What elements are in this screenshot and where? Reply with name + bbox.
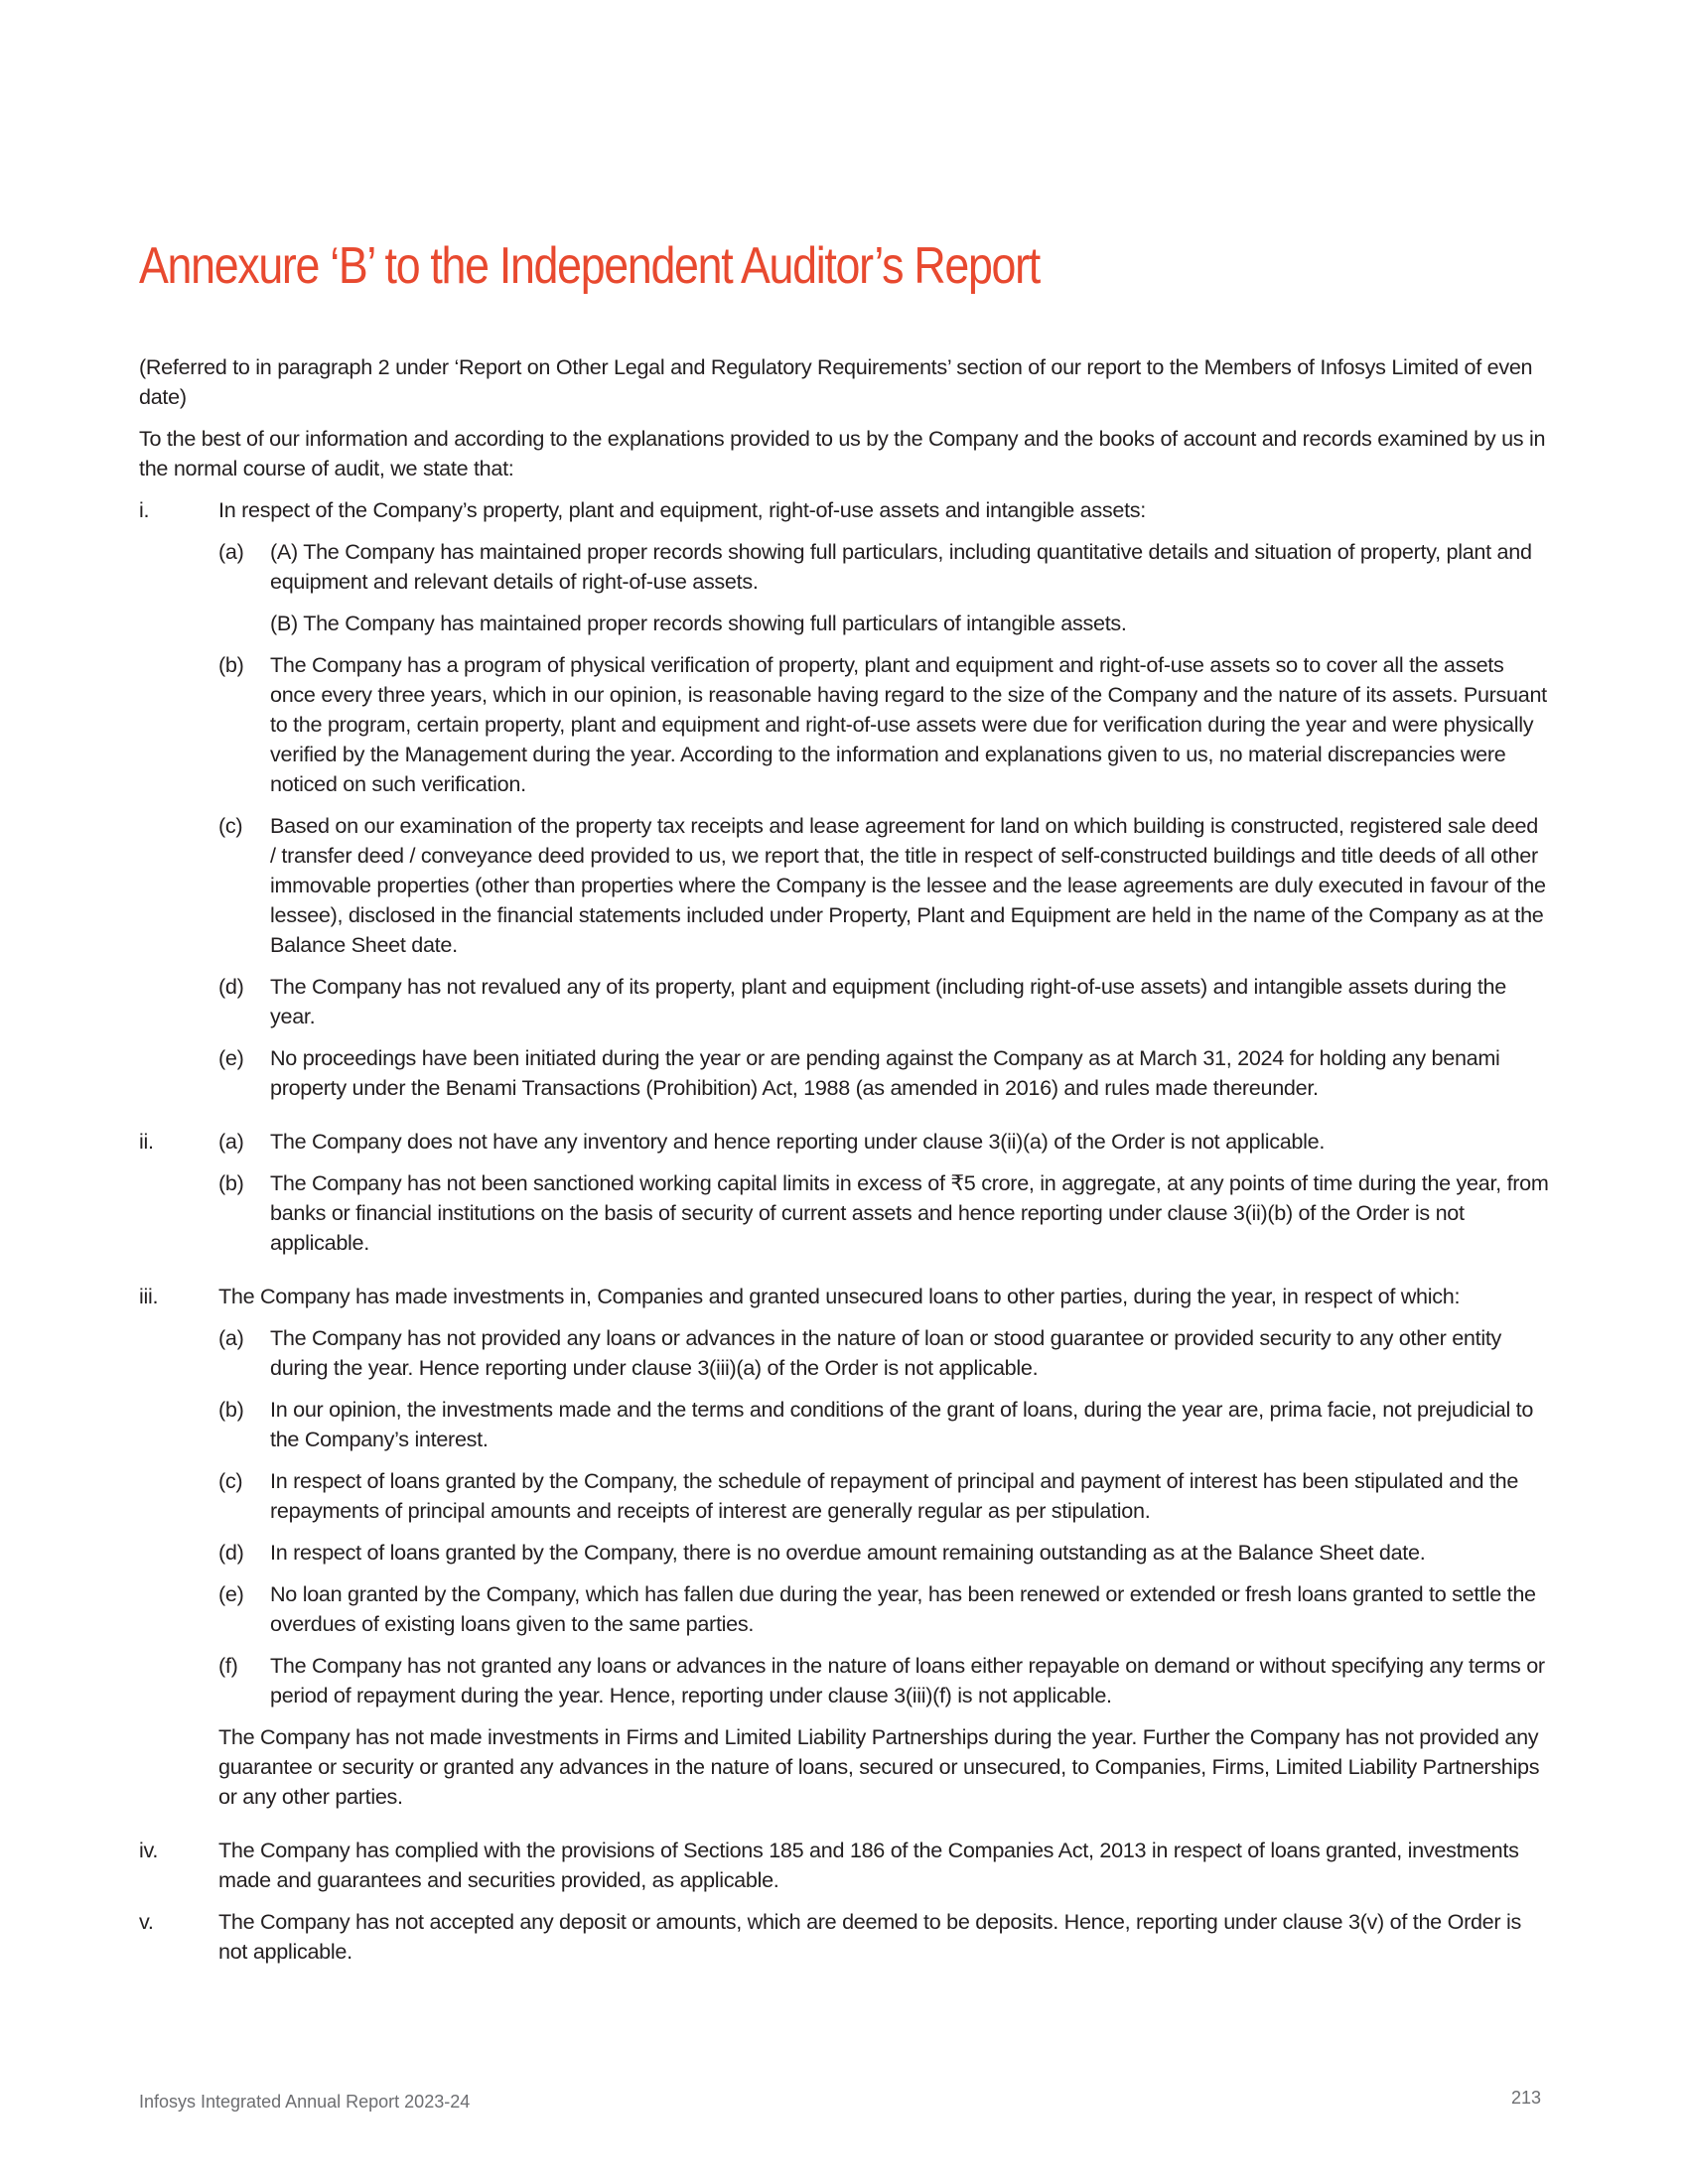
intro-statement: To the best of our information and according to the explanations provided to us by the Company and the books of account and records examined by us in the normal course of audit, we state that: xyxy=(139,426,1546,480)
sub-item-label: (c) xyxy=(218,1468,243,1493)
item-i-a xyxy=(218,537,1549,638)
item-i-c-text: Based on our examination of the property tax receipts and lease agreement for land on which building is constructed, registered sale deed / transfer deed / conveyance deed provided to us, we report that, the title in respect of self-constructed buildings and title deeds of all other immovable properties (other than properties where the Company is the lessee and the lease agreements are duly executed in favour of the lessee), disclosed in the financial statements included under Property, Plant and Equipment are held in the name of the Company as at the Balance Sheet date. xyxy=(270,813,1546,957)
item-ii-a-text: The Company does not have any inventory and hence reporting under clause 3(ii)(a) of the Order is not applicable. xyxy=(270,1129,1326,1154)
item-number: iii. xyxy=(139,1284,159,1308)
item-ii-b-text: The Company has not been sanctioned working capital limits in excess of ₹5 crore, in aggregate, at any points of time during the year, from banks or financial institutions on the basis of security of current assets and hence reporting under clause 3(ii)(b) of the Order is not applicable. xyxy=(270,1170,1549,1255)
item-v xyxy=(139,1907,1549,1967)
sub-item-label: (c) xyxy=(218,813,243,838)
item-i-b-text: The Company has a program of physical verification of property, plant and equipment and right-of-use assets so to cover all the assets once every three years, which in our opinion, is reasonable having regard to the size of the Company and the nature of its assets. Pursuant to the program, certain property, plant and equipment and right-of-use assets were due for verification during the year and were physically verified by the Management during the year. According to the information and explanations given to us, no material discrepancies were noticed on such verification. xyxy=(270,652,1547,796)
sub-item-label: (e) xyxy=(218,1581,244,1606)
item-i-b xyxy=(218,650,1549,799)
item-iii-a-text: The Company has not provided any loans or advances in the nature of loan or stood guarantee or provided security to any other entity during the year. Hence reporting under clause 3(iii)(a) of the Order is not applicable. xyxy=(270,1325,1502,1380)
item-iii-a xyxy=(218,1323,1549,1383)
item-ii-a xyxy=(218,1127,1549,1157)
item-iii-closing-text: The Company has not made investments in Firms and Limited Liability Partnerships during the year. Further the Company has not provided any guarantee or security or granted any advances in the nature of loans, secured or unsecured, to Companies, Firms, Limited Liability Partnerships or any other parties. xyxy=(218,1724,1540,1809)
report-body xyxy=(139,352,1549,1979)
item-number: iv. xyxy=(139,1838,159,1862)
item-i xyxy=(139,495,1549,1115)
item-i-e-text: No proceedings have been initiated during the year or are pending against the Company as at March 31, 2024 for holding any benami property under the Benami Transactions (Prohibition) Act, 1988 (as amended in 2016) and rules made thereunder. xyxy=(270,1045,1500,1100)
sub-item-label: (a) xyxy=(218,1325,244,1350)
item-iv-text: The Company has complied with the provisions of Sections 185 and 186 of the Companies Act, 2013 in respect of loans granted, investments made and guarantees and securities provided, as applicable. xyxy=(218,1838,1519,1892)
item-iii-b-text: In our opinion, the investments made and the terms and conditions of the grant of loans, during the year are, prima facie, not prejudicial to the Company’s interest. xyxy=(270,1397,1534,1451)
item-iii-d-text: In respect of loans granted by the Company, there is no overdue amount remaining outstanding as at the Balance Sheet date. xyxy=(270,1540,1426,1565)
item-iii xyxy=(139,1282,1549,1824)
item-number: i. xyxy=(139,497,150,522)
item-i-e xyxy=(218,1043,1549,1103)
item-iii-text: The Company has made investments in, Companies and granted unsecured loans to other parties, during the year, in respect of which: xyxy=(218,1284,1461,1308)
page-number: 213 xyxy=(1511,2088,1542,2108)
item-iii-d xyxy=(218,1538,1549,1568)
item-iii-f xyxy=(218,1651,1549,1710)
item-iii-b xyxy=(218,1395,1549,1454)
sub-item-label: (b) xyxy=(218,652,244,677)
item-i-d xyxy=(218,972,1549,1031)
sub-item-label: (e) xyxy=(218,1045,244,1070)
item-iii-e xyxy=(218,1579,1549,1639)
sub-item-label: (a) xyxy=(218,539,244,564)
item-iii-f-text: The Company has not granted any loans or advances in the nature of loans either repayable on demand or without specifying any terms or period of repayment during the year. Hence, reporting under clause 3(iii)(f) is not applicable. xyxy=(270,1653,1545,1707)
sub-item-label: (d) xyxy=(218,1540,244,1565)
item-i-a-A-text: (A) The Company has maintained proper records showing full particulars, including quantitative details and situation of property, plant and equipment and relevant details of right-of-use assets. xyxy=(270,539,1532,594)
sub-item-label: (b) xyxy=(218,1397,244,1422)
item-iv xyxy=(139,1836,1549,1895)
sub-item-label: (b) xyxy=(218,1170,244,1195)
item-v-text: The Company has not accepted any deposit or amounts, which are deemed to be deposits. Hence, reporting under clause 3(v) of the Order is not applicable. xyxy=(218,1909,1521,1964)
item-ii-b xyxy=(218,1168,1549,1258)
item-i-d-text: The Company has not revalued any of its property, plant and equipment (including right-of-use assets) and intangible assets during the year. xyxy=(270,974,1506,1028)
item-iii-e-text: No loan granted by the Company, which has fallen due during the year, has been renewed or extended or fresh loans granted to settle the overdues of existing loans given to the same parties. xyxy=(270,1581,1536,1636)
item-iii-c-text: In respect of loans granted by the Company, the schedule of repayment of principal and payment of interest has been stipulated and the repayments of principal amounts and receipts of interest are generally regular as per stipulation. xyxy=(270,1468,1519,1523)
sub-item-label: (a) xyxy=(218,1129,244,1154)
item-i-a-B-text: (B) The Company has maintained proper records showing full particulars of intangible assets. xyxy=(270,611,1127,635)
sub-item-label: (d) xyxy=(218,974,244,999)
footer-report-name: Infosys Integrated Annual Report 2023-24 xyxy=(139,2092,471,2112)
item-i-text: In respect of the Company’s property, plant and equipment, right-of-use assets and intangible assets: xyxy=(218,497,1146,522)
item-iii-c xyxy=(218,1466,1549,1526)
intro-reference: (Referred to in paragraph 2 under ‘Report on Other Legal and Regulatory Requirements’ section of our report to the Members of Infosys Limited of even date) xyxy=(139,354,1533,409)
item-number: v. xyxy=(139,1909,154,1934)
item-number: ii. xyxy=(139,1129,154,1154)
item-i-c xyxy=(218,811,1549,960)
sub-item-label: (f) xyxy=(218,1653,238,1678)
item-ii xyxy=(139,1127,1549,1270)
page-title: Annexure ‘B’ to the Independent Auditor’s Report xyxy=(139,237,1040,295)
